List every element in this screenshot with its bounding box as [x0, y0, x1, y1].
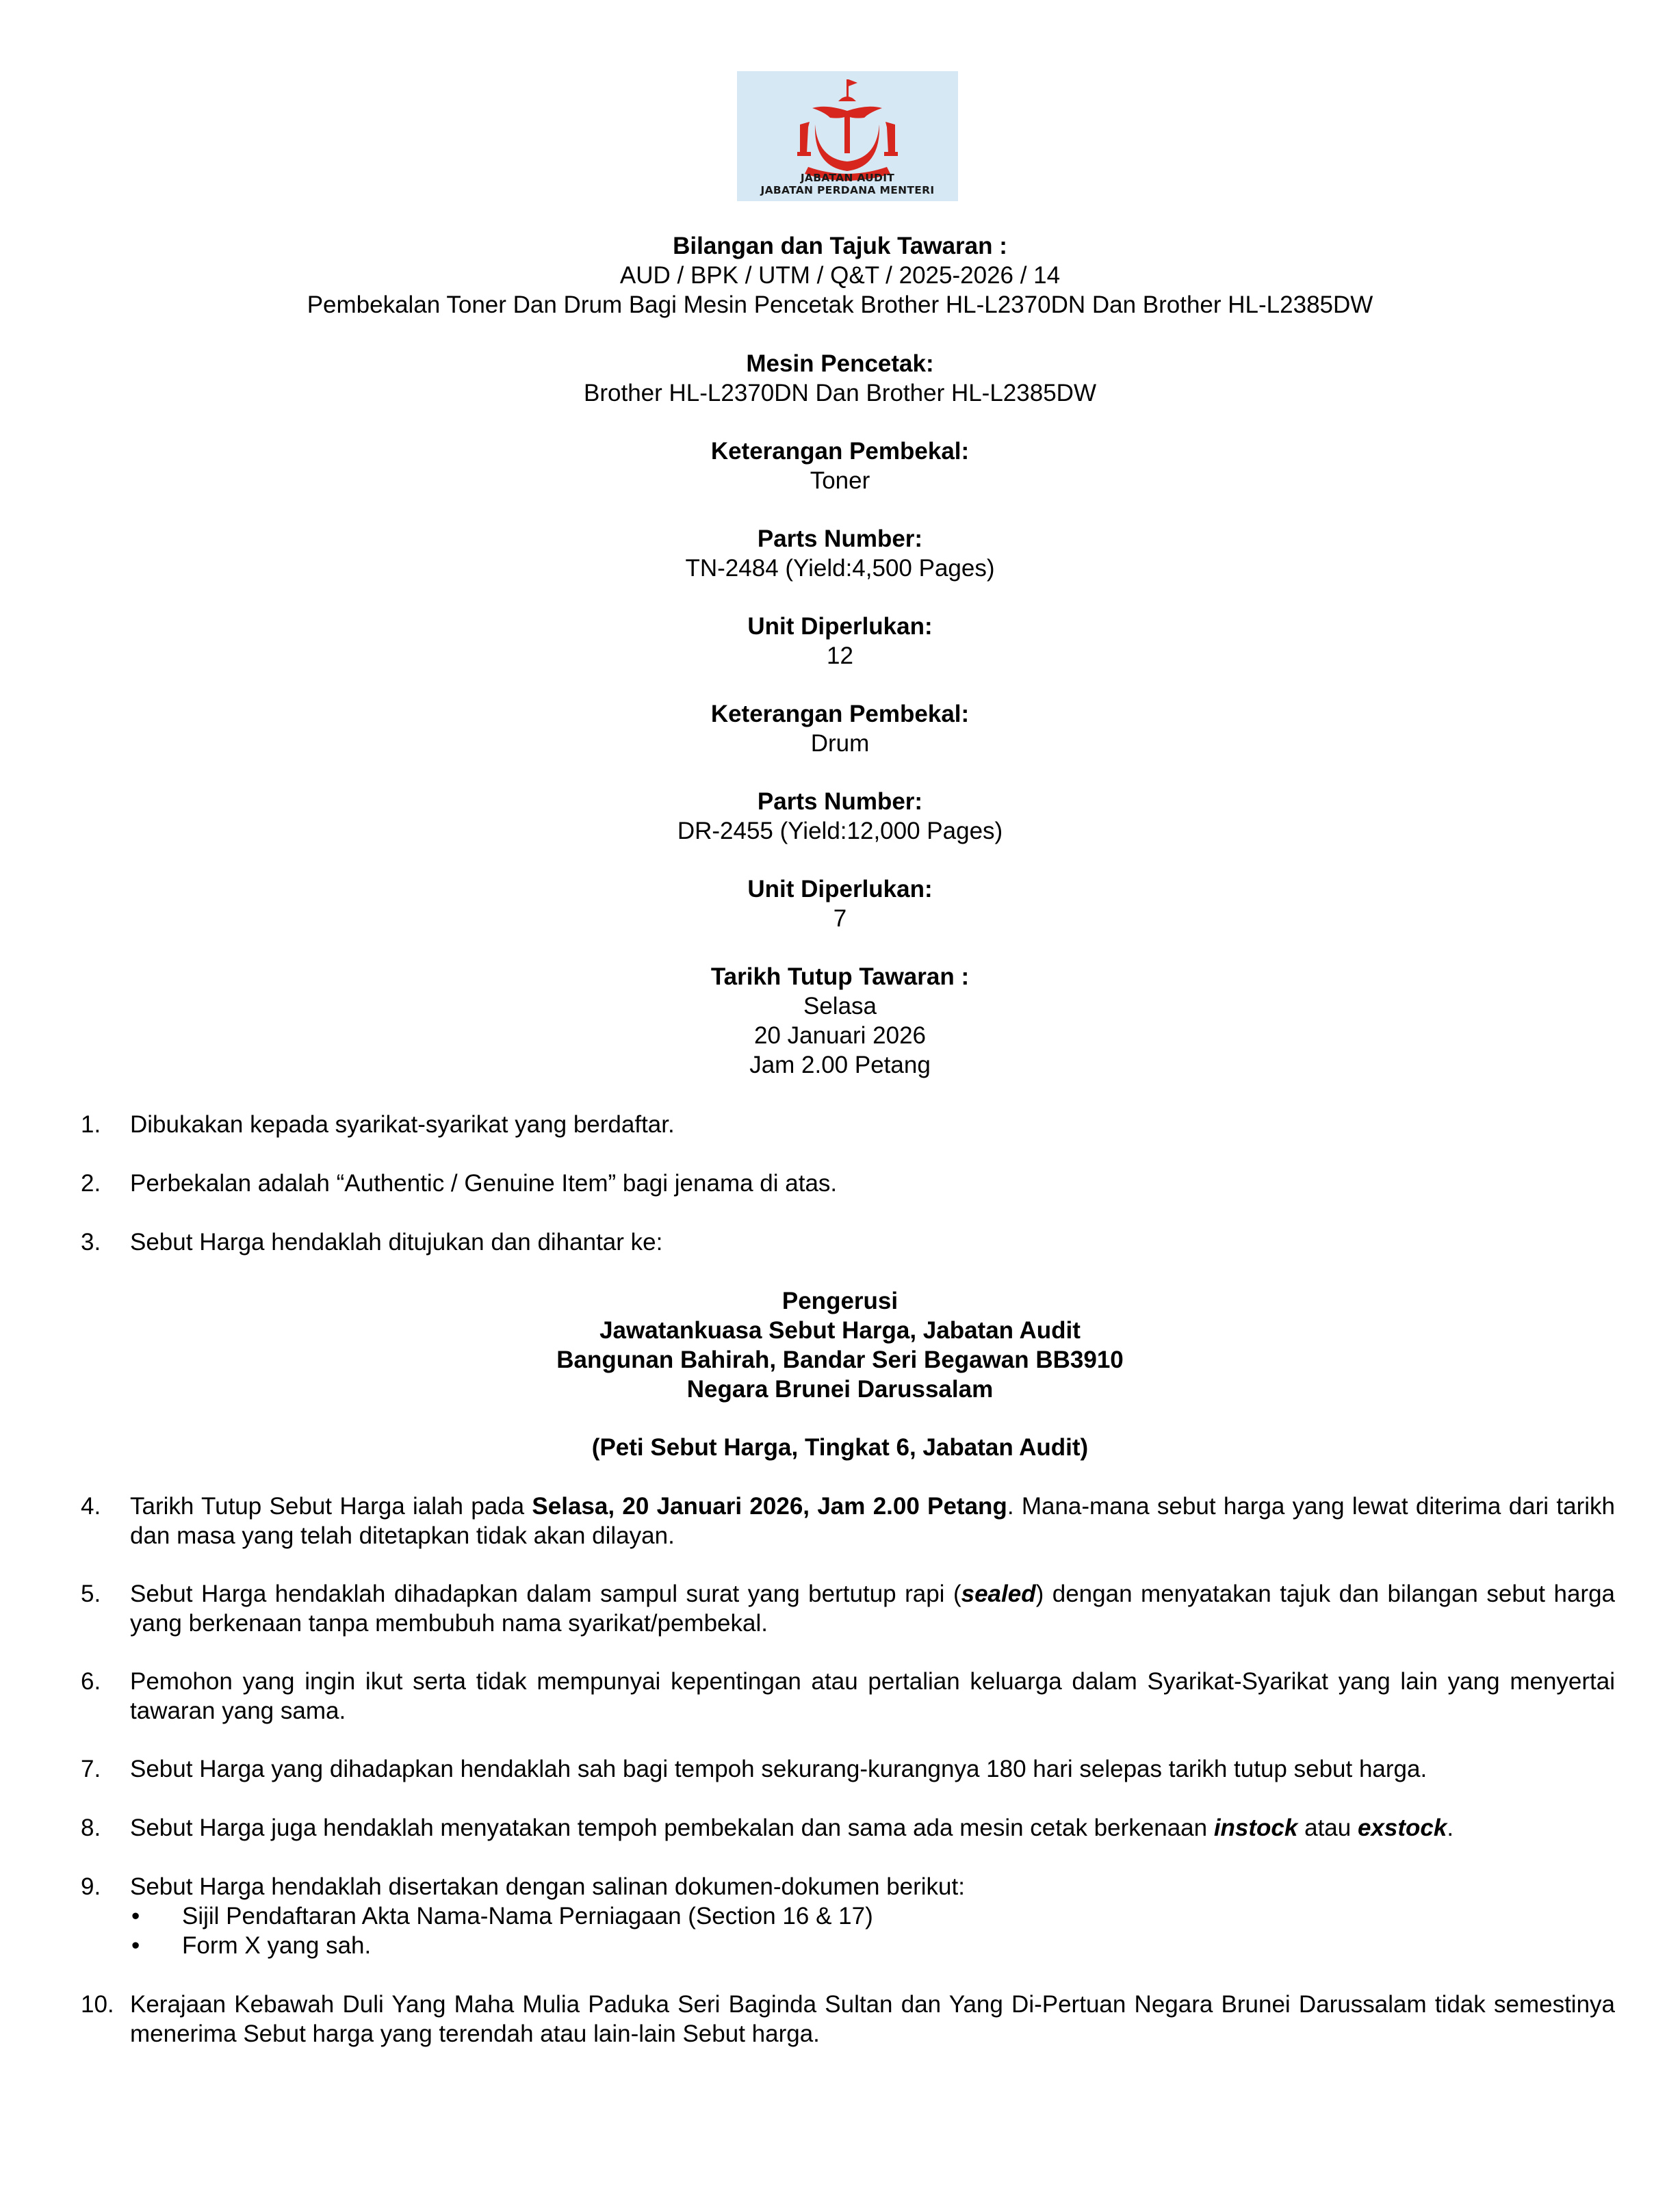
- term-item-7: [81, 1754, 1615, 1784]
- term-item-6: [81, 1667, 1615, 1726]
- department-logo: [737, 71, 958, 201]
- logo-line-1: JABATAN AUDIT: [800, 172, 895, 184]
- spec-item-drum: [0, 699, 1680, 758]
- spec-parts-toner: [0, 524, 1680, 583]
- spec-units-toner: [0, 612, 1680, 671]
- term-number: 10.: [81, 1991, 114, 2018]
- spec-label: Mesin Pencetak:: [746, 350, 934, 377]
- bullet-icon: •: [131, 1932, 140, 1959]
- term-item-2: [81, 1169, 1615, 1198]
- spec-label: Unit Diperlukan:: [747, 613, 933, 640]
- term-text-emphasis: exstock: [1357, 1815, 1447, 1841]
- spec-value: 12: [827, 642, 853, 669]
- term-number: 7.: [81, 1756, 101, 1782]
- term-text: [130, 1813, 1615, 1843]
- tender-title-label: Bilangan dan Tajuk Tawaran :: [673, 233, 1007, 259]
- spec-parts-drum: [0, 787, 1680, 846]
- closing-day: Selasa: [803, 993, 877, 1019]
- term-text-part: atau: [1297, 1815, 1358, 1841]
- spec-value: 7: [833, 905, 847, 932]
- address-line-4: Negara Brunei Darussalam: [686, 1376, 994, 1403]
- term-item-10: [81, 1990, 1615, 2049]
- term-text-part: .: [1447, 1815, 1454, 1841]
- spec-label: Unit Diperlukan:: [747, 876, 933, 902]
- list-item-text: Sijil Pendaftaran Akta Nama-Nama Perniagaan (Section 16 & 17): [182, 1903, 873, 1929]
- term-text: Pemohon yang ingin ikut serta tidak mempunyai kepentingan atau pertalian keluarga dalam Syarikat-Syarikat yang lain yang menyertai tawaran yang sama.: [130, 1668, 1615, 1724]
- term-number: 4.: [81, 1493, 101, 1520]
- term-text-part: ) dengan menyatakan tajuk dan bilangan sebut harga yang berkenaan tanpa membubuh nama syarikat/pembekal.: [130, 1581, 1616, 1637]
- closing-date-value: 20 Januari 2026: [753, 1022, 927, 1049]
- spec-value: TN-2484 (Yield:4,500 Pages): [685, 555, 995, 582]
- spec-value: Brother HL-L2370DN Dan Brother HL-L2385DW: [584, 380, 1096, 406]
- spec-value: Toner: [810, 467, 870, 494]
- term-text-part: Sebut Harga hendaklah dihadapkan dalam sampul surat yang bertutup rapi (: [130, 1581, 961, 1607]
- tender-header: [0, 231, 1680, 320]
- term-text-emphasis: instock: [1213, 1815, 1298, 1841]
- term-item-3: [81, 1227, 1615, 1257]
- term-number: 5.: [81, 1581, 101, 1607]
- list-item-text: Form X yang sah.: [182, 1932, 372, 1959]
- spec-units-drum: [0, 874, 1680, 933]
- tender-title: Pembekalan Toner Dan Drum Bagi Mesin Pencetak Brother HL-L2370DN Dan Brother HL-L2385DW: [307, 291, 1373, 318]
- address-note: (Peti Sebut Harga, Tingkat 6, Jabatan Audit): [591, 1434, 1089, 1461]
- term-text: Sebut Harga hendaklah disertakan dengan salinan dokumen-dokumen berikut:: [130, 1873, 965, 1900]
- term-item-9: [81, 1872, 1615, 1960]
- term-text: Dibukakan kepada syarikat-syarikat yang berdaftar.: [130, 1111, 675, 1138]
- logo-line-2: JABATAN PERDANA MENTERI: [760, 184, 935, 196]
- address-line-1: Pengerusi: [781, 1288, 899, 1314]
- spec-label: Keterangan Pembekal:: [710, 438, 970, 465]
- spec-value: DR-2455 (Yield:12,000 Pages): [677, 818, 1003, 844]
- spec-item-toner: [0, 437, 1680, 495]
- required-documents-list: [130, 1901, 1615, 1960]
- closing-date: [0, 962, 1680, 1080]
- spec-label: Keterangan Pembekal:: [710, 701, 970, 727]
- spec-value: Drum: [810, 730, 870, 757]
- term-text: Sebut Harga yang dihadapkan hendaklah sah bagi tempoh sekurang-kurangnya 180 hari selepas tarikh tutup sebut harga.: [130, 1756, 1427, 1782]
- term-text-emphasis: Selasa, 20 Januari 2026, Jam 2.00 Petang: [532, 1493, 1007, 1520]
- term-text: Kerajaan Kebawah Duli Yang Maha Mulia Paduka Seri Baginda Sultan dan Yang Di-Pertuan Negara Brunei Darussalam tidak semestinya menerima Sebut harga yang terendah atau lain-lain Sebut harga.: [130, 1991, 1615, 2047]
- term-text-emphasis: sealed: [961, 1581, 1036, 1607]
- term-text-part: Tarikh Tutup Sebut Harga ialah pada: [130, 1493, 532, 1520]
- address-line-3: Bangunan Bahirah, Bandar Seri Begawan BB3910: [556, 1347, 1124, 1373]
- term-text-part: Sebut Harga juga hendaklah menyatakan tempoh pembekalan dan sama ada mesin cetak berkenaan: [130, 1815, 1214, 1841]
- term-number: 3.: [81, 1229, 101, 1256]
- term-item-5: [81, 1579, 1615, 1638]
- list-item: [130, 1901, 1615, 1931]
- term-number: 1.: [81, 1111, 101, 1138]
- term-item-4: [81, 1492, 1615, 1550]
- closing-time: Jam 2.00 Petang: [749, 1052, 931, 1078]
- spec-label: Parts Number:: [757, 525, 923, 552]
- submission-address: [0, 1286, 1680, 1404]
- term-text-part: . Mana-mana sebut harga yang lewat diterima dari tarikh dan masa yang telah ditetapkan tidak akan dilayan.: [130, 1493, 1615, 1549]
- term-number: 8.: [81, 1815, 101, 1841]
- address-line-2: Jawatankuasa Sebut Harga, Jabatan Audit: [599, 1317, 1081, 1344]
- term-text: Perbekalan adalah “Authentic / Genuine Item” bagi jenama di atas.: [130, 1170, 838, 1197]
- term-text: [130, 1492, 1615, 1550]
- term-number: 6.: [81, 1668, 101, 1695]
- bullet-icon: •: [131, 1903, 140, 1929]
- closing-label: Tarikh Tutup Tawaran :: [710, 963, 970, 990]
- term-text: Sebut Harga hendaklah ditujukan dan dihantar ke:: [130, 1229, 663, 1256]
- term-number: 2.: [81, 1170, 101, 1197]
- spec-printer: [0, 349, 1680, 408]
- submission-box-note: [0, 1433, 1680, 1462]
- term-text: [130, 1579, 1615, 1638]
- spec-label: Parts Number:: [757, 788, 923, 815]
- tender-reference-no: AUD / BPK / UTM / Q&T / 2025-2026 / 14: [619, 262, 1061, 289]
- list-item: [130, 1931, 1615, 1960]
- term-number: 9.: [81, 1873, 101, 1900]
- term-item-1: [81, 1110, 1615, 1139]
- term-item-8: [81, 1813, 1615, 1843]
